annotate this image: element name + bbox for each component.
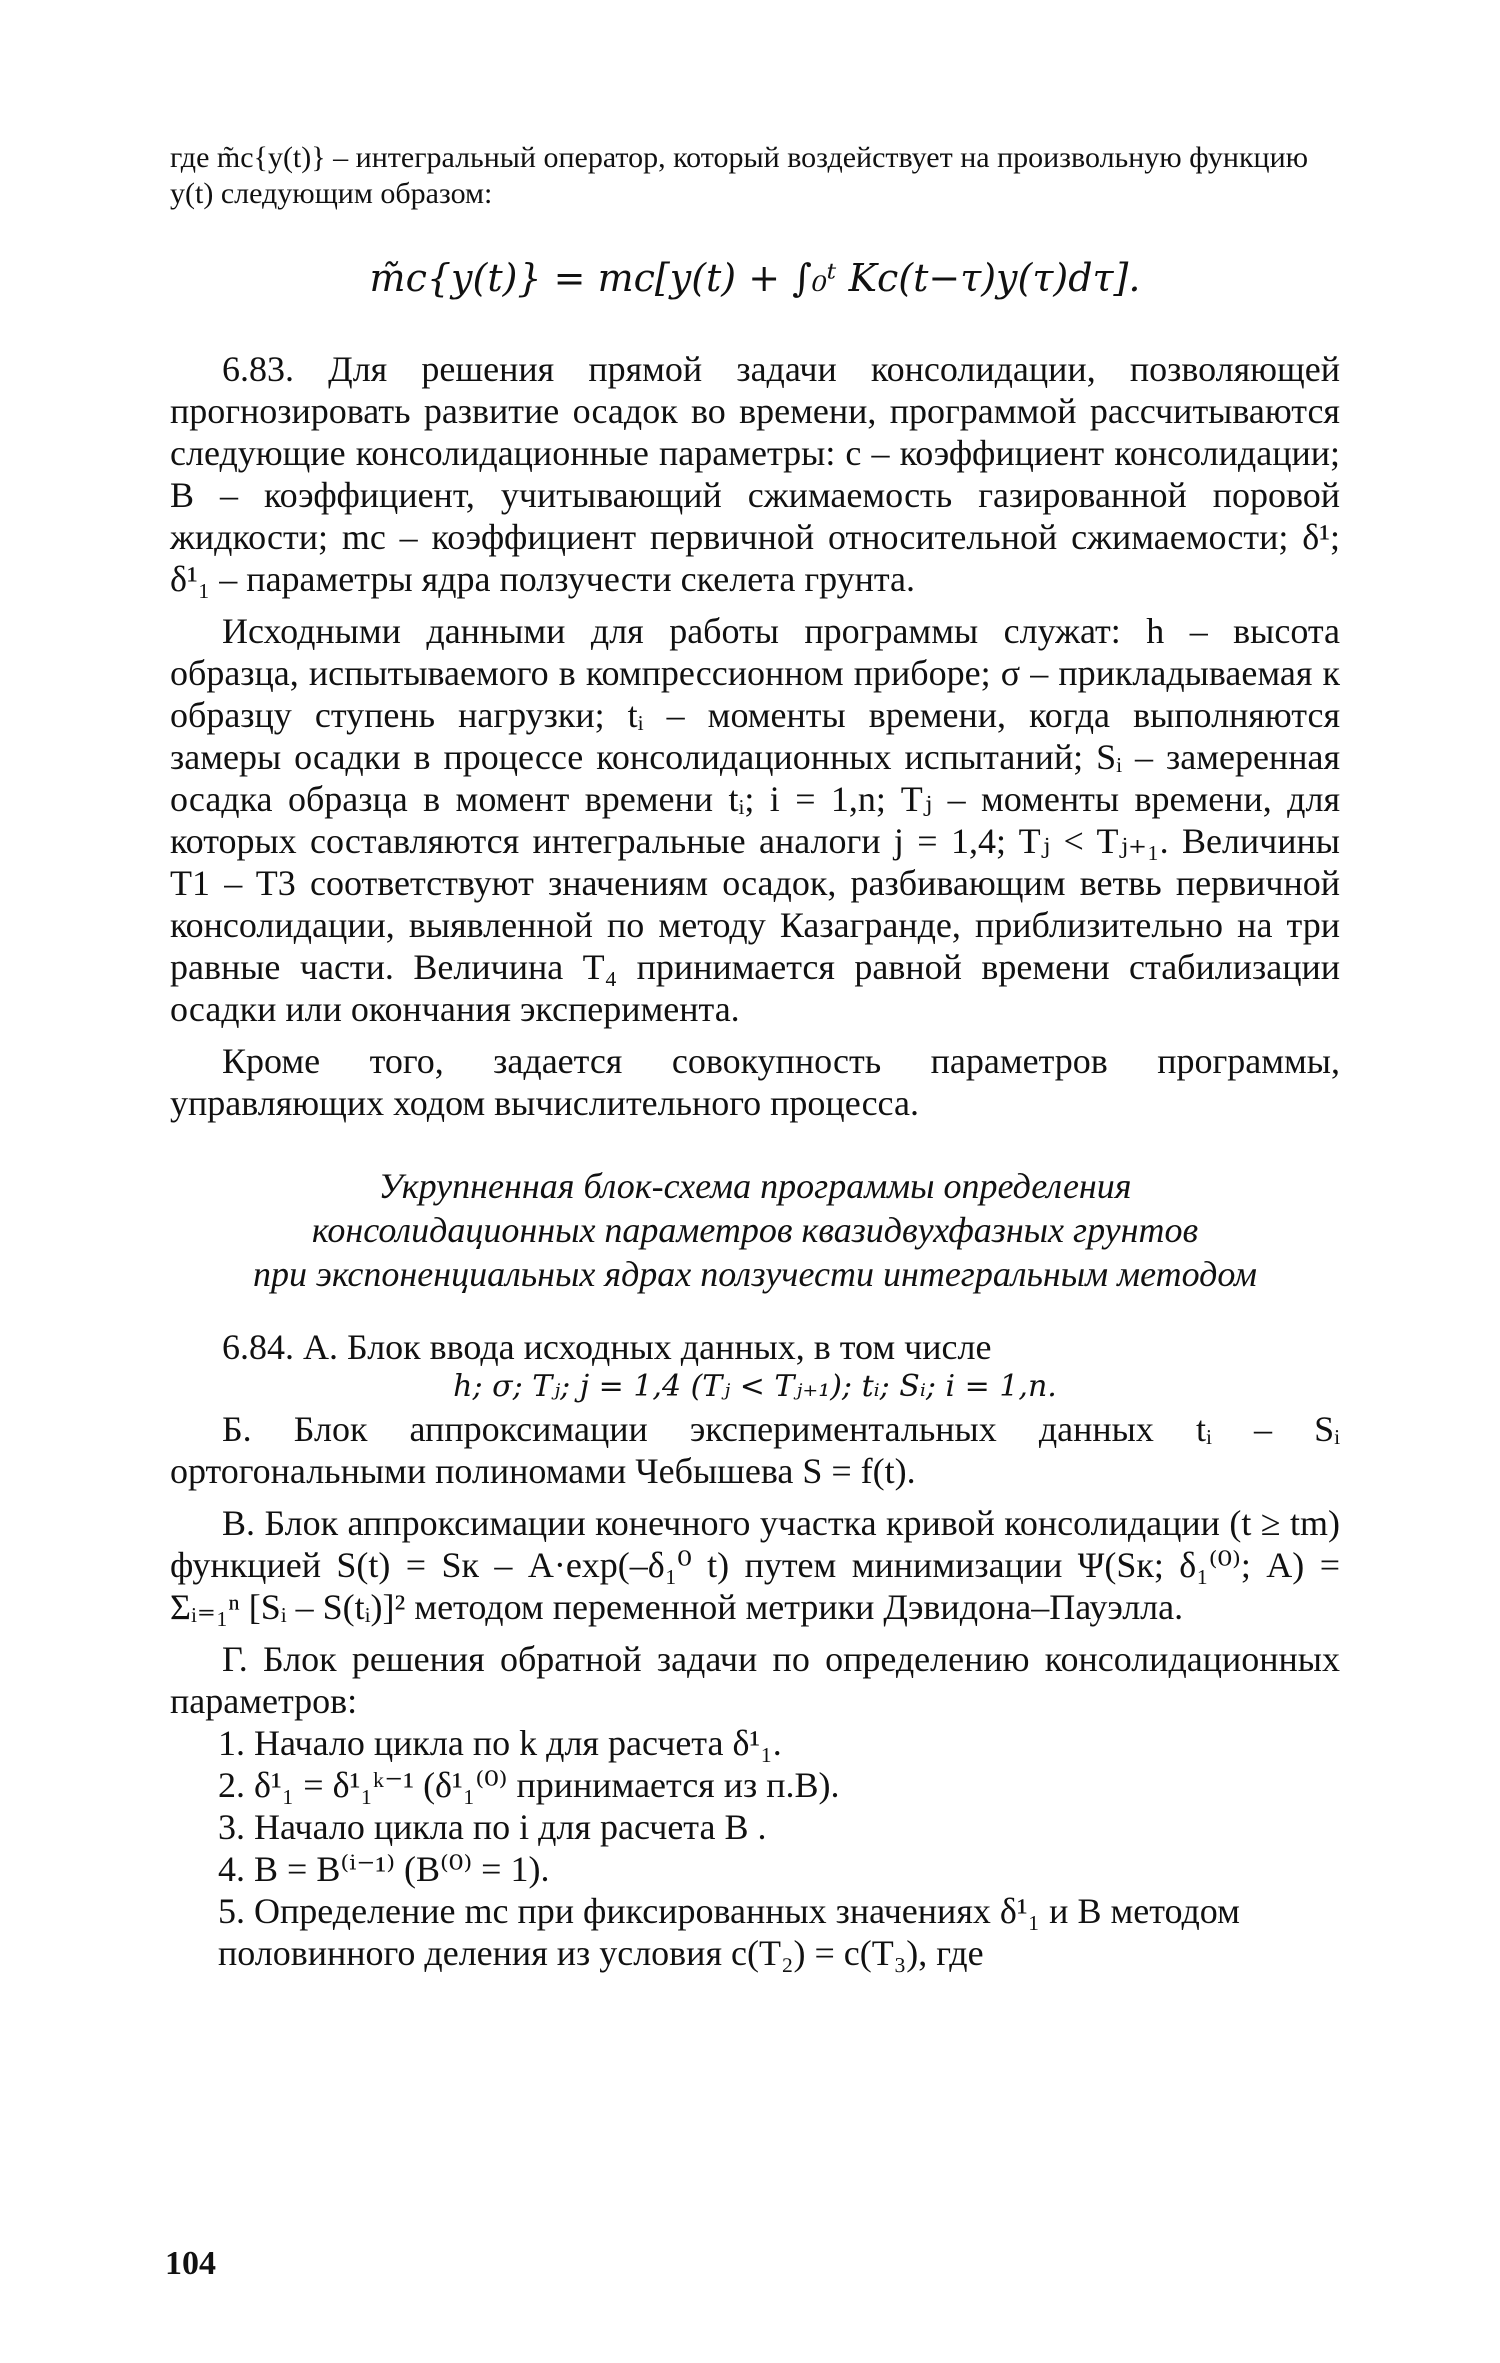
intro-text: где m̃с{y(t)} – интегральный оператор, который воздействует на произвольную функцию y(t) следующим образом:	[170, 141, 1309, 210]
heading-line-1: Укрупненная блок-схема программы определения	[378, 1166, 1132, 1206]
algorithm-steps	[170, 1722, 1340, 1974]
block-a-input-data: 6.84. А. Блок ввода исходных данных, в том числе	[222, 1327, 992, 1367]
heading-line-3: при экспоненциальных ядрах ползучести интегральным методом	[253, 1254, 1257, 1294]
page-number: 104	[165, 2245, 216, 2282]
integral-operator-formula: m̃с{y(t)} = mс[y(t) + ∫₀ᵗ Kс(t−τ)y(τ)dτ].	[369, 256, 1141, 300]
block-b-approximation: Б. Блок аппроксимации экспериментальных данных tᵢ – Sᵢ ортогональными полиномами Чебышева S = f(t).	[170, 1409, 1340, 1491]
block-a-variables: h; σ; Tⱼ; j = 1,4 (Tⱼ < Tⱼ₊₁); tᵢ; Sᵢ; i = 1,n.	[453, 1369, 1057, 1404]
step-item: 3. Начало цикла по i для расчета B .	[218, 1807, 767, 1847]
section-6-83-paragraph-1: 6.83. Для решения прямой задачи консолидации, позволяющей прогнозировать развитие осадок во времени, программой рассчитываются следующие консолидационные параметры: c – коэффициент консолидации; B – коэффициент, учитывающий сжимаемость газированной поровой жидкости; mс – коэффициент первичной относительной сжимаемости; δ¹; δ¹₁ – параметры ядра ползучести скелета грунта.	[170, 349, 1340, 599]
page-body	[170, 140, 1340, 1974]
section-6-83-paragraph-2: Исходными данными для работы программы служат: h – высота образца, испытываемого в компрессионном приборе; σ – прикладываемая к образцу ступень нагрузки; tᵢ – моменты времени, когда выполняются замеры осадки в процессе консолидационных испытаний; Sᵢ – замеренная осадка образца в момент времени tᵢ; i = 1,n; Tⱼ – моменты времени, для которых составляются интегральные аналоги j = 1,4; Tⱼ < Tⱼ₊₁. Величины T1 – T3 соответствуют значениям осадок, разбивающим ветвь первичной консолидации, выявленной по методу Казагранде, приблизительно на три равные части. Величина T₄ принимается равной времени стабилизации осадки или окончания эксперимента.	[170, 611, 1340, 1029]
block-v-final-segment: В. Блок аппроксимации конечного участка кривой консолидации (t ≥ tm) функцией S(t) = Sк – A·exp(–δ₁⁰ t) путем минимизации Ψ(Sк; δ₁⁽⁰⁾; A) = Σᵢ₌₁ⁿ [Sᵢ – S(tᵢ)]² методом переменной метрики Дэвидона–Пауэлла.	[170, 1503, 1340, 1627]
block-g-inverse-problem: Г. Блок решения обратной задачи по определению консолидационных параметров:	[170, 1639, 1340, 1721]
section-6-83-paragraph-3: Кроме того, задается совокупность параметров программы, управляющих ходом вычислительного процесса.	[170, 1041, 1340, 1123]
block-diagram-heading	[170, 1164, 1340, 1296]
step-item: 4. B = B⁽ⁱ⁻¹⁾ (B⁽⁰⁾ = 1).	[218, 1849, 550, 1889]
step-item: 5. Определение mс при фиксированных значениях δ¹₁ и B методом половинного деления из условия c(T₂) = c(T₃), где	[218, 1891, 1240, 1973]
step-item: 2. δ¹₁ = δ¹₁ᵏ⁻¹ (δ¹₁⁽⁰⁾ принимается из п.В).	[218, 1765, 840, 1805]
step-item: 1. Начало цикла по k для расчета δ¹₁.	[218, 1723, 782, 1763]
heading-line-2: консолидационных параметров квазидвухфазных грунтов	[311, 1210, 1199, 1250]
